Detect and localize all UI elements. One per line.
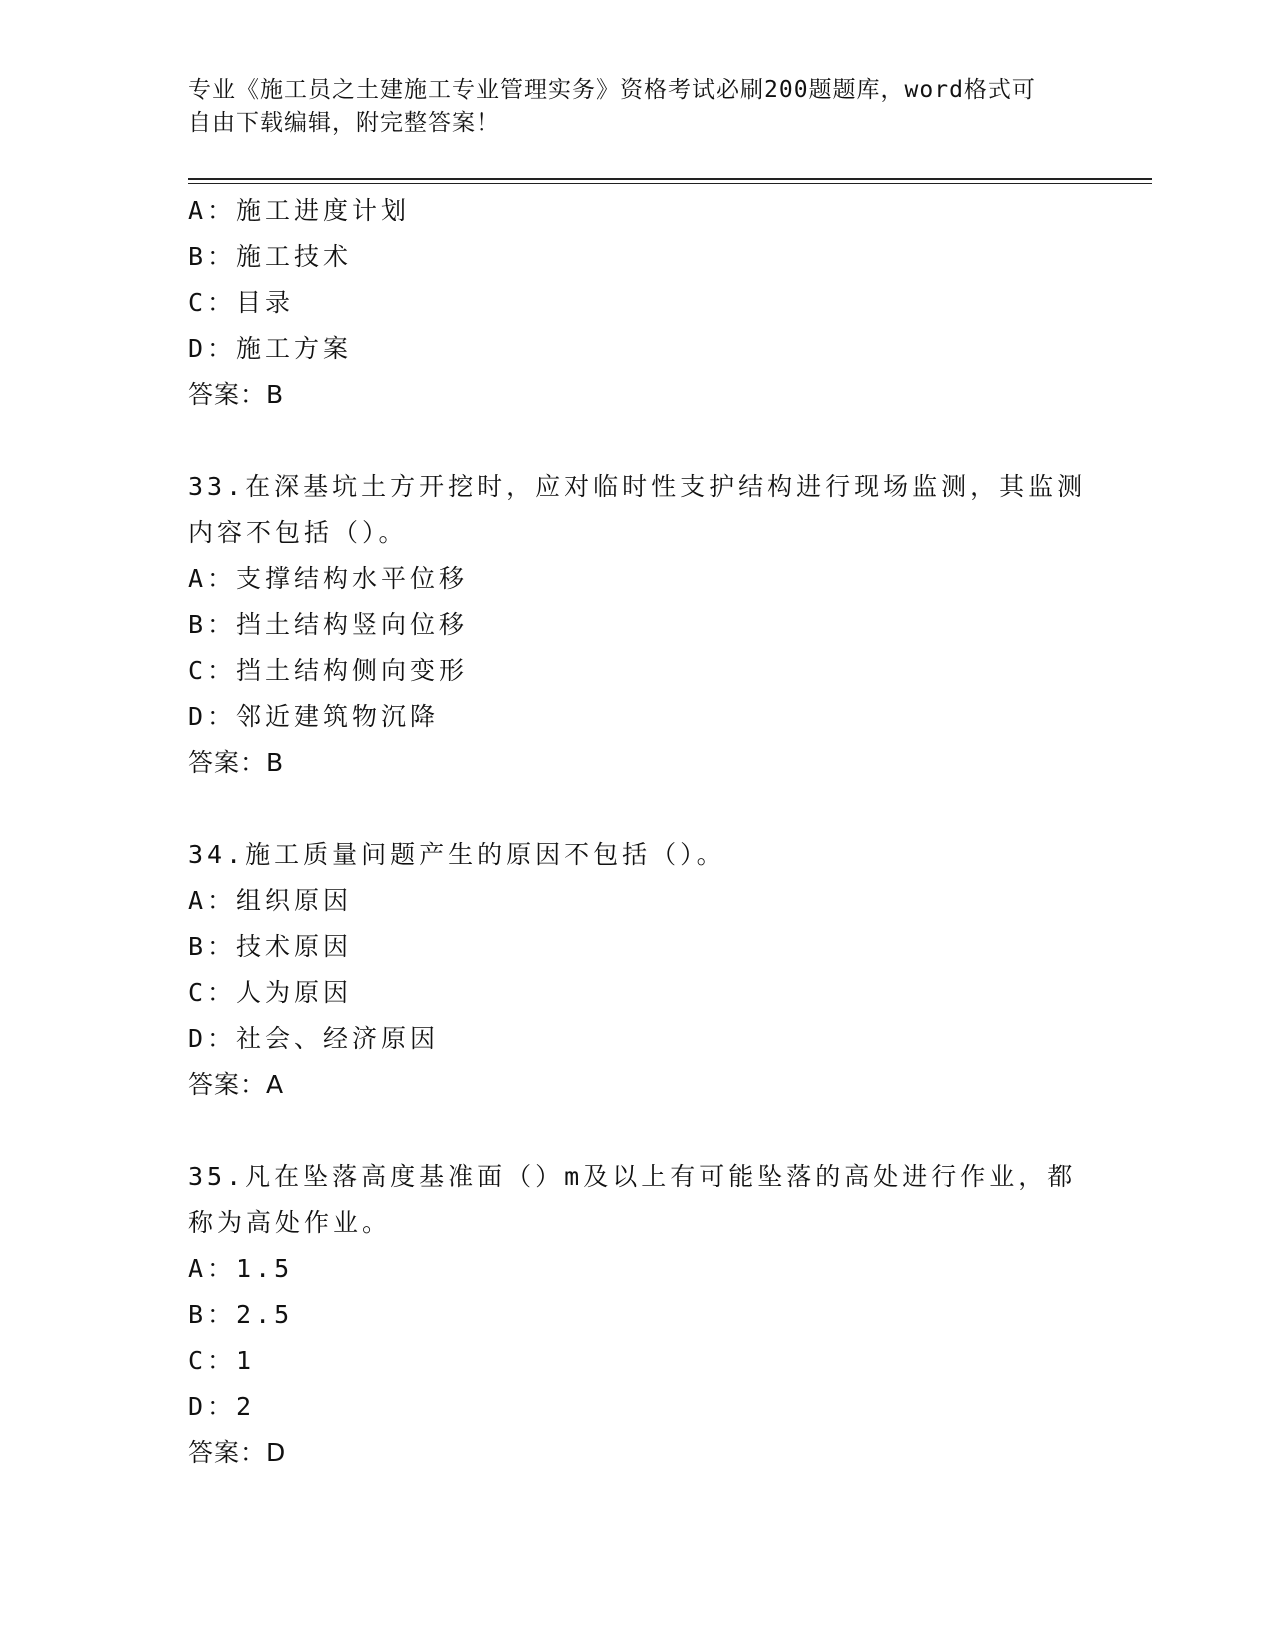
option-c: C：挡土结构侧向变形 — [188, 656, 469, 685]
option-d: D：社会、经济原因 — [188, 1024, 440, 1053]
option-c: C：目录 — [188, 288, 295, 317]
option-b: B：施工技术 — [188, 242, 353, 271]
option-c: C：人为原因 — [188, 978, 353, 1007]
answer-line: 答案：D — [188, 1438, 287, 1467]
option-b: B：挡土结构竖向位移 — [188, 610, 469, 639]
question-32 — [188, 188, 1088, 418]
header-divider-thick — [188, 178, 1152, 180]
question-text-line-1: 34.施工质量问题产生的原因不包括（）。 — [188, 840, 726, 869]
question-text-line-2: 称为高处作业。 — [188, 1208, 392, 1237]
document-title — [188, 74, 1068, 140]
answer-line: 答案：B — [188, 748, 285, 777]
question-text-line-2: 内容不包括（）。 — [188, 518, 408, 547]
header-divider-thin — [188, 183, 1152, 184]
option-c: C：1 — [188, 1346, 256, 1375]
question-text-line-1: 35.凡在坠落高度基准面（）m及以上有可能坠落的高处进行作业，都 — [188, 1162, 1077, 1191]
question-34 — [188, 832, 1088, 1108]
answer-line: 答案：B — [188, 380, 285, 409]
question-33 — [188, 464, 1088, 786]
title-line-1: 专业《施工员之土建施工专业管理实务》资格考试必刷200题题库，word格式可 — [188, 77, 1036, 103]
option-b: B：2.5 — [188, 1300, 294, 1329]
option-a: A：1.5 — [188, 1254, 294, 1283]
option-d: D：2 — [188, 1392, 256, 1421]
option-a: A：组织原因 — [188, 886, 353, 915]
option-a: A：施工进度计划 — [188, 196, 411, 225]
option-d: D：施工方案 — [188, 334, 353, 363]
question-35 — [188, 1154, 1088, 1476]
question-list — [188, 188, 1088, 1476]
option-a: A：支撑结构水平位移 — [188, 564, 469, 593]
option-d: D：邻近建筑物沉降 — [188, 702, 440, 731]
answer-line: 答案：A — [188, 1070, 285, 1099]
question-text-line-1: 33.在深基坑土方开挖时，应对临时性支护结构进行现场监测，其监测 — [188, 472, 1087, 501]
title-line-2: 自由下载编辑，附完整答案！ — [188, 110, 500, 136]
option-b: B：技术原因 — [188, 932, 353, 961]
